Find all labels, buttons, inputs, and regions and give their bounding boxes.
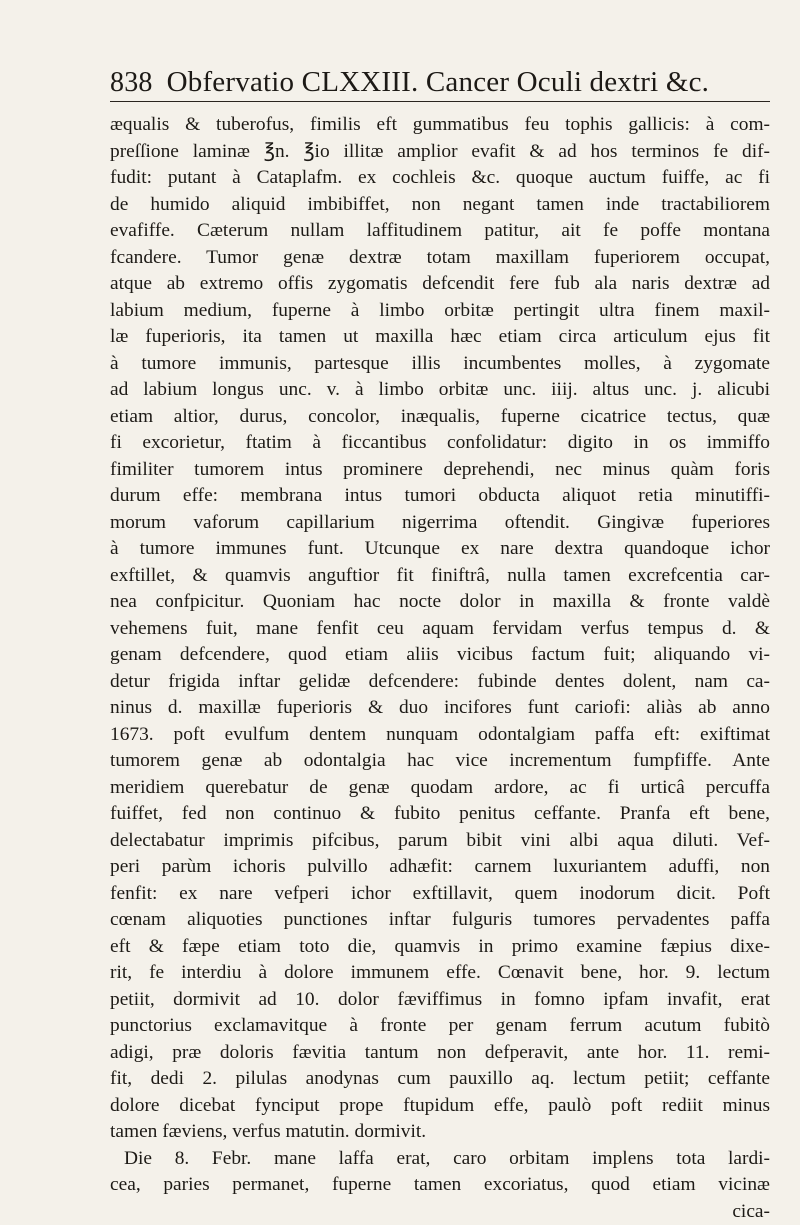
text-line: dolore dicebat fynciput prope ftupidum effe, paulò poft rediit minus — [110, 1093, 770, 1120]
text-line: fit, dedi 2. pilulas anodynas cum pauxillo aq. lectum petiit; ceffante — [110, 1066, 770, 1093]
text-line: à tumore immunes funt. Utcunque ex nare dextra quandoque ichor — [110, 536, 770, 563]
text-line: exftillet, & quamvis anguftior fit finiftrâ, nulla tamen excrefcentia car- — [110, 563, 770, 590]
text-line: tumorem genæ ab odontalgia hac vice incrementum fumpfiffe. Ante — [110, 748, 770, 775]
text-line: vehemens fuit, mane fenfit ceu aquam fervidam verfus tempus d. & — [110, 616, 770, 643]
text-line: nea confpicitur. Quoniam hac nocte dolor in maxilla & fronte valdè — [110, 589, 770, 616]
running-title: Obfervatio CLXXIII. Cancer Oculi dextri &c. — [167, 68, 710, 97]
text-line: punctorius exclamavitque à fronte per genam ferrum acutum fubitò — [110, 1013, 770, 1040]
text-line: delectabatur imprimis pifcibus, parum bibit vini albi aqua diluti. Vef- — [110, 828, 770, 855]
text-line: etiam altior, durus, concolor, inæqualis, fuperne cicatrice tectus, quæ — [110, 404, 770, 431]
text-line: detur frigida inftar gelidæ defcendere: fubinde dentes dolent, nam ca- — [110, 669, 770, 696]
text-line: eft & fæpe etiam toto die, quamvis in primo examine fæpius dixe- — [110, 934, 770, 961]
body-text — [110, 112, 770, 1225]
text-line: morum vaforum capillarium nigerrima oftendit. Gingivæ fuperiores — [110, 510, 770, 537]
text-line: fcandere. Tumor genæ dextræ totam maxillam fuperiorem occupat, — [110, 245, 770, 272]
text-line: de humido aliquid imbibiffet, non negant tamen inde tractabiliorem — [110, 192, 770, 219]
text-line: petiit, dormivit ad 10. dolor fæviffimus in fomno ipfam invafit, erat — [110, 987, 770, 1014]
text-line: meridiem querebatur de genæ quodam ardore, ac fi urticâ percuffa — [110, 775, 770, 802]
text-line: ninus d. maxillæ fuperioris & duo incifores funt cariofi: aliàs ab anno — [110, 695, 770, 722]
page-header — [110, 68, 770, 102]
catchword: cica- — [110, 1199, 770, 1225]
text-line: æqualis & tuberofus, fimilis eft gummatibus feu tophis gallicis: à com- — [110, 112, 770, 139]
text-line: fenfit: ex nare vefperi ichor exftillavit, quem inodorum dicit. Poft — [110, 881, 770, 908]
text-line: cœnam aliquoties punctiones inftar fulguris tumores pervadentes paffa — [110, 907, 770, 934]
text-line: ad labium longus unc. v. à limbo orbitæ unc. iiij. altus unc. j. alicubi — [110, 377, 770, 404]
text-line: cea, paries permanet, fuperne tamen excoriatus, quod etiam vicinæ — [110, 1172, 770, 1199]
text-line: tamen fæviens, verfus matutin. dormivit. — [110, 1119, 770, 1146]
text-line: genam defcendere, quod etiam aliis vicibus factum fuit; aliquando vi- — [110, 642, 770, 669]
text-line: Die 8. Febr. mane laffa erat, caro orbitam implens tota lardi- — [110, 1146, 770, 1173]
text-line: atque ab extremo offis zygomatis defcendit fere fub ala naris dextræ ad — [110, 271, 770, 298]
text-line: fuiffet, fed non continuo & fubito penitus ceffante. Pranfa eft bene, — [110, 801, 770, 828]
text-line: à tumore immunis, partesque illis incumbentes molles, à zygomate — [110, 351, 770, 378]
text-line: 1673. poft evulfum dentem nunquam odontalgiam paffa eft: exiftimat — [110, 722, 770, 749]
text-line: læ fuperioris, ita tamen ut maxilla hæc etiam circa articulum ejus fit — [110, 324, 770, 351]
text-line: fudit: putant à Cataplafm. ex cochleis &c. quoque auctum fuiffe, ac fi — [110, 165, 770, 192]
text-line: fimiliter tumorem intus prominere deprehendi, nec minus quàm foris — [110, 457, 770, 484]
text-line: adigi, præ doloris fævitia tantum non defperavit, ante hor. 11. remi- — [110, 1040, 770, 1067]
text-line: peri parùm ichoris pulvillo adhæfit: carnem luxuriantem aduffi, non — [110, 854, 770, 881]
text-line: preſſione laminæ ℥n. ℥io illitæ amplior evafit & ad hos terminos fe dif- — [110, 139, 770, 166]
text-line: evafiffe. Cæterum nullam laffitudinem patitur, ait fe poffe montana — [110, 218, 770, 245]
text-line: rit, fe interdiu à dolore immunem effe. Cœnavit bene, hor. 9. lectum — [110, 960, 770, 987]
page-number: 838 — [110, 69, 153, 97]
text-line: labium medium, fuperne à limbo orbitæ pertingit ultra finem maxil- — [110, 298, 770, 325]
text-line: durum effe: membrana intus tumori obducta aliquot retia minutiffi- — [110, 483, 770, 510]
text-line: fi excorietur, ftatim à ficcantibus confolidatur: digito in os immiffo — [110, 430, 770, 457]
